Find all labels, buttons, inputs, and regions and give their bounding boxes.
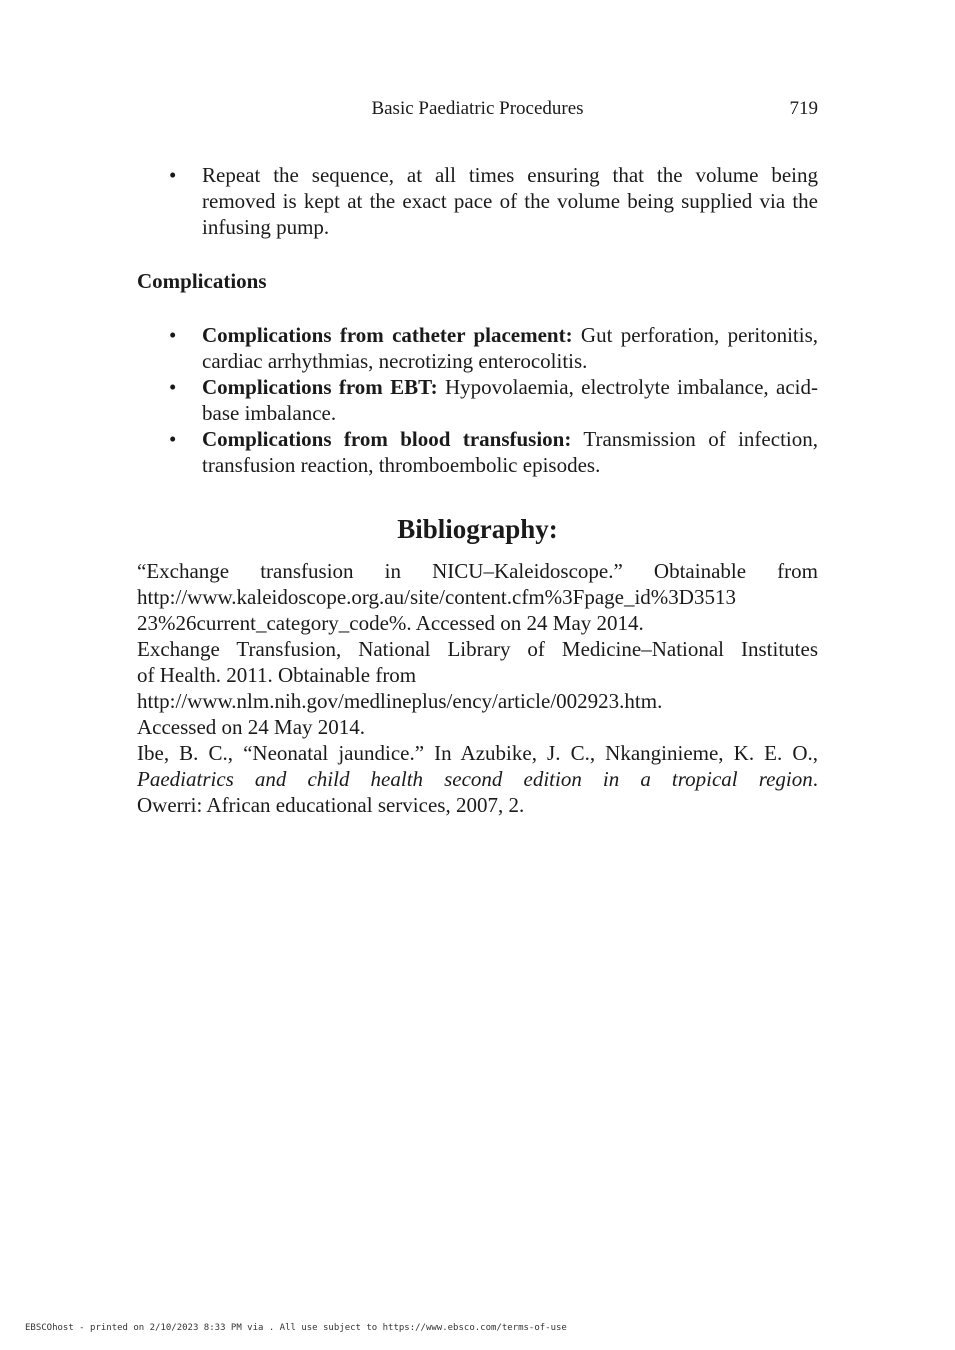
list-item: [137, 162, 818, 240]
bib-line: Exchange Transfusion, National Library of Medicine–National Institutes: [137, 637, 818, 661]
bib-url: http://www.nlm.nih.gov/medlineplus/ency/article/002923.htm.: [137, 689, 663, 713]
bullet-text: Repeat the sequence, at all times ensuring that the volume being removed is kept at the exact pace of the volume being supplied via the infusing pump.: [202, 163, 818, 239]
running-title: Basic Paediatric Procedures: [371, 98, 584, 119]
bib-title-end: .: [812, 767, 818, 791]
bib-url: http://www.kaleidoscope.org.au/site/content.cfm%3Fpage_id%3D3513: [137, 585, 736, 609]
bibliography-entry: [137, 636, 818, 740]
main-content: [137, 162, 818, 818]
running-header: [137, 97, 818, 121]
complications-heading: Complications: [137, 269, 267, 293]
bullet-icon: •: [169, 163, 177, 187]
bib-line: Accessed on 24 May 2014.: [137, 715, 366, 739]
bib-book-title: Paediatrics and child health second edition in a tropical region: [137, 767, 813, 791]
bib-line: 23%26current_category_code%. Accessed on 24 May 2014.: [137, 611, 644, 635]
bullet-icon: •: [169, 375, 177, 399]
intro-bullet-list: [137, 162, 818, 240]
list-item: [137, 322, 818, 374]
bibliography-entry: [137, 740, 818, 818]
bib-line: Ibe, B. C., “Neonatal jaundice.” In Azubike, J. C., Nkanginieme, K. E. O.,: [137, 741, 818, 765]
complication-text: Transmission of infection, transfusion reaction, thromboembolic episodes.: [202, 427, 818, 477]
complication-label: Complications from catheter placement:: [202, 323, 573, 347]
bib-line: “Exchange transfusion in NICU–Kaleidoscope.” Obtainable from: [137, 559, 818, 583]
list-item: [137, 426, 818, 478]
complications-list: [137, 322, 818, 478]
list-item: [137, 374, 818, 426]
bib-title-line: [137, 766, 818, 792]
bullet-icon: •: [169, 427, 177, 451]
complication-text: Gut perforation, peritonitis, cardiac arrhythmias, necrotizing enterocolitis.: [202, 323, 818, 373]
bibliography-entry: [137, 558, 818, 636]
complication-text: Hypovolaemia, electrolyte imbalance, acid-base imbalance.: [202, 375, 818, 425]
page-number: 719: [789, 98, 818, 119]
complication-label: Complications from blood transfusion:: [202, 427, 572, 451]
bib-line: Owerri: African educational services, 2007, 2.: [137, 793, 525, 817]
bib-line: of Health. 2011. Obtainable from: [137, 663, 417, 687]
bibliography-heading: Bibliography:: [397, 514, 558, 544]
ebsco-footer: EBSCOhost - printed on 2/10/2023 8:33 PM via . All use subject to https://www.ebsco.com/terms-of-use: [25, 1323, 567, 1333]
bullet-icon: •: [169, 323, 177, 347]
complication-label: Complications from EBT:: [202, 375, 438, 399]
